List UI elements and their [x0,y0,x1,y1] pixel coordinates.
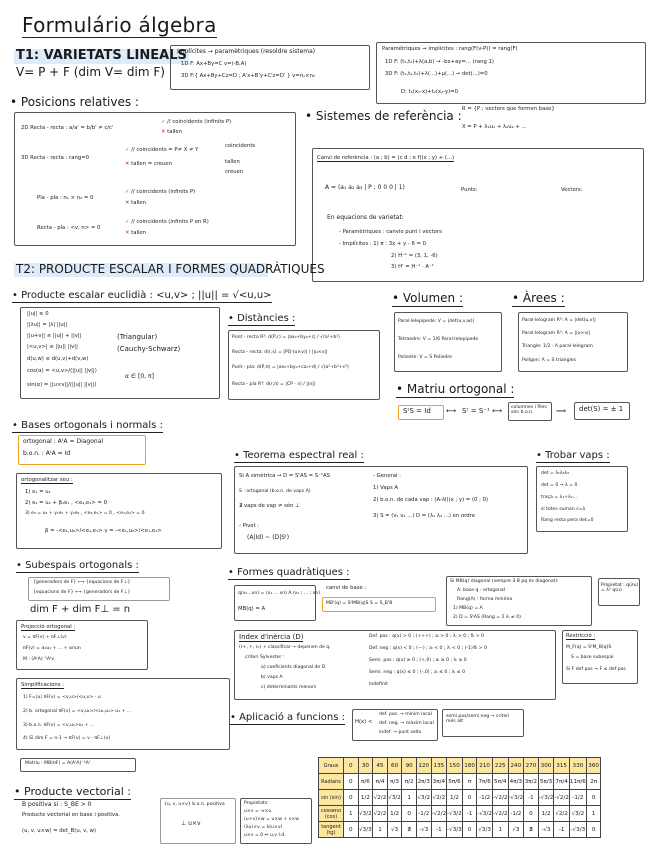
trig-row-label: Graus [319,758,344,774]
trig-cell: 3π/4 [431,774,447,790]
vaps-box [536,466,628,532]
trig-cell: 150 [447,758,463,774]
trig-cell: 0 [524,806,539,822]
formes-q2: MB(q) = A [238,606,266,612]
trig-cell: -√3/3 [447,822,463,838]
t1-formula: V= P + F (dim V= dim F) [16,65,165,79]
trig-cell: 60 [387,758,402,774]
trig-cell: -√3/3 [569,822,586,838]
matriu-heading: • Matriu ortogonal : [396,383,514,398]
trig-cell: 1 [373,822,388,838]
index-box [234,630,556,700]
distancies-heading: • Distàncies : [228,313,295,326]
trig-cell: 240 [508,758,524,774]
aplicacio-1: def. neg. → màxim local [379,721,434,726]
matriu-eq3: columnes i files són b.o.n. [511,405,547,416]
recta-pla: Recta - pla : <v, n> = 0 [37,225,101,231]
vectorial-r4: (λu)×v = λ(u×v) [244,825,283,830]
vaps-0: det = λ₁λ₂λ₃ [541,471,569,476]
trig-cell: -1 [554,822,570,838]
recta-pla-out-0: // coincidents (infinits P en R) [131,219,209,225]
subespais-r1: {generadors de F} ⟷ {equacions de F⊥} [33,580,131,585]
trig-cell: 3π/2 [524,774,539,790]
sistemes-def-2: X = P + λ₁u₁ + λ₂u₂ + ... [462,124,527,130]
vaps-4: Rang resta pera det=0 [541,518,594,523]
eq-param: - Paramètriques : canvio punt i vectors [339,229,442,235]
vectorial-right-box [240,798,312,844]
trig-cell: π [462,774,477,790]
trig-cell: π/3 [387,774,402,790]
proj-3: M : (AᵗA)⁻¹Aᵗv [23,657,55,662]
implicit-box [170,45,370,90]
trig-cell: 5π/6 [447,774,463,790]
posicions-heading: • Posicions relatives : [10,96,139,110]
rr3d-out-3: tallen [225,159,240,165]
t2-heading: T2: PRODUCTE ESCALAR I FORMES QUADRÀTIQUES [16,262,325,276]
trig-cell: 1/2 [387,806,402,822]
trig-cell: 180 [462,758,477,774]
trig-cell: 360 [586,758,601,774]
trig-cell: 0 [344,822,359,838]
implicit-title: Implícites → paramètriques (resoldre sistema) [177,48,316,55]
trig-cell: 1/2 [358,790,373,806]
subespais-dim: dim F + dim F⊥ = n [30,604,131,615]
prop-4: d(u,w) ≤ d(u,v)+d(v,w) [27,356,89,362]
recta-pla-out-1: tallen [131,230,147,236]
trig-cell: 0 [586,790,601,806]
trig-cell: 90 [402,758,417,774]
trig-cell: ∄ [402,822,417,838]
proj-matrix-box [20,758,136,772]
trig-cell: -√3/2 [447,806,463,822]
trig-cell: -√3/2 [508,790,524,806]
distancies-box [228,330,380,400]
trig-cell: π/2 [402,774,417,790]
cls-0: Def. pos : q(x) > 0 ; (+++) ; aᵢ > 0 ; λᵢ > 0 ; δᵢ > 0 [369,634,484,639]
recta-recta-2d-parallel: // coincidents (infinits P) [167,119,232,125]
restriccio-2: S = base subespai [571,655,614,660]
trig-cell: -√3 [416,822,431,838]
aplicacio-side: semi pos/semi neg → criteri més alt [446,714,510,725]
trig-cell: 5π/4 [492,774,508,790]
teorema-l1: Si A simètrica → D = SᵗAS = S⁻¹AS [239,473,331,479]
subespais-rel-box [28,577,170,601]
area-2: Triangle: 1/2 · A paral·lelogram [522,344,593,349]
arees-box [518,312,628,372]
trig-cell: 1 [344,806,359,822]
recta-recta-3d: 3D Recta - recta : rang=0 [21,155,90,161]
trig-row-label: cosseno (cos) [319,806,344,822]
dist-3: Recta - pla R³: d(r,π) = |CP · n| / ||n|| [232,382,316,387]
vol-1: Tetraedre: V = 1/6 Paral·lelepípede [398,337,479,342]
teorema-l4: - Pivot : [239,523,260,529]
diag-3: Rang(A) : forma mínima [457,597,513,602]
diag-2: A: base q - ortogonal [457,588,506,593]
teorema-g-title: - General : [373,473,401,479]
teorema-g3: 3) S = (v₁ v₂ ...) D = (λ₁ λ₂ ...) en ordre [373,513,475,519]
trig-row-label: Radians [319,774,344,790]
proj-title: Projecció ortogonal : [21,624,76,630]
trig-cell: -√2/2 [554,790,570,806]
trig-cell: √2/2 [373,806,388,822]
proj-matrix: Matriu : MB(πF) = A(AᵗA)⁻¹Aᵗ [25,761,91,766]
trig-cell: -1/2 [508,806,524,822]
cauchy-label: (Cauchy-Schwarz) [117,345,181,353]
vectorial-r1: Propietats: [244,801,269,806]
aplicacio-heading: • Aplicació a funcions : [230,712,345,725]
trig-cell: √3/2 [387,790,402,806]
area-0: Paral·lelogram R²: A = |det(u,v)| [522,318,596,323]
eq-impl: - Implícites : 1) π : 3x + y - 6 = 0 [339,241,426,247]
vaps-1: det = 0 → λ = 0 [541,483,578,488]
proj-1: v = πF(v) + πF⊥(v) [23,635,67,640]
teorema-l2: S : ortogonal (b.o.n. de vaps A) [239,489,311,494]
bases-ortog-box [18,435,146,465]
canvi-base: MB'(q) = SᵗMB(q)S S = S_B'B [326,601,393,606]
recta-recta-2d-tallen: tallen [167,129,183,135]
aplicacio-box [352,709,438,741]
eq-2: 2) H⁻¹ = (3, 1, -6) [391,253,438,259]
trig-cell: 1 [402,790,417,806]
pla-pla-out-0: // coincidents (infinits P) [131,189,196,195]
cls-3: Semi. neg : q(x) ≤ 0 ; (-,0) ; aᵢ ≤ 0 ; λᵢ ≤ 0 [369,670,466,675]
trig-cell: √3/3 [358,822,373,838]
triang-label: (Triangular) [117,333,158,341]
trig-row-cos [319,806,601,822]
simp-title: Simplificacions : [21,682,65,688]
trig-cell: √3 [387,822,402,838]
trig-cell: 120 [416,758,431,774]
dist-1: Recta - recta: d(r,s) = |PQ·(u×v)| / ||u×v|| [232,350,328,355]
trig-cell: -√2/2 [492,790,508,806]
trig-cell: 4π/3 [508,774,524,790]
matriu-eq1: SᵗS = Id [403,407,431,415]
vectorial-mid-2: ⊥ u×v [181,820,201,827]
trig-cell: 270 [524,758,539,774]
trig-cell: -1/2 [477,790,493,806]
diag-5: 2) D = SᵗAS (Rang = Σ λᵢ ≠ 0) [453,615,521,620]
sistemes-box [312,148,644,282]
trig-cell: -√2/2 [431,806,447,822]
simp-2: 2) b. ortogonal πF(v) = <v,u₁>/<u₁,u₁> u₁ + ... [23,709,132,714]
vectorial-r5: u×v = 0 ⇔ u,v l.d. [244,833,286,838]
diag-1: Si MB(q) diagonal (sempre ∃ B pq és diagonal): [450,579,559,584]
canvi-base-title: canvi de base : [326,585,367,591]
trig-row-label: tangent (tg) [319,822,344,838]
rr3d-out-1: coincidents [225,143,256,149]
trig-row-graus [319,758,601,774]
prop-2: ||u+v|| ≤ ||u|| + ||v|| [27,333,82,339]
trig-cell: -√3 [538,822,554,838]
posicions-box: 2D Recta - recta : a/a' = b/b' ≠ c/c' ✓ // coincidents (infinits P) ✕ tallen 3D Recta - recta : rang=0 ✓ // coincidents = P≠ X ≠ Y ✕ tallen = creuen coincidents tallen creuen Pla - pla : n₁ × n₂ = 0 ✓ // coincidents (infinits P) ✕ tallen Recta - pla : <v, n> = 0 ✓ // coincidents (infinits P en R) ✕ tallen [14,112,296,246]
punts-label: Punts: [461,187,478,193]
teorema-g1: 1) Vaps A [373,485,399,491]
aplicacio-side-box [442,709,524,737]
trig-cell: π/4 [373,774,388,790]
angle-range: α ∈ [0, π] [125,373,154,380]
trig-cell: 135 [431,758,447,774]
bases-bon: b.o.n. : AᵗA = Id [23,450,71,457]
page-title: Formulário álgebra [22,13,217,37]
trig-cell: 330 [569,758,586,774]
matriu-eq1-box [398,405,444,420]
trig-row-radians [319,774,601,790]
rr3d-out-4: creuen [225,169,244,175]
vectorial-mid-box [160,798,236,844]
matriu-eq2: Sᵗ = S⁻¹ [462,407,490,415]
sistemes-def-1: R = {P ; vectors que formen base} [462,106,555,112]
vectorial-mid-1: {u, v, u×v} b.o.n. positiva [164,802,225,807]
subespais-r2: {equacions de F} ⟷ {generadors de F⊥} [33,590,131,595]
area-1: Paral·lelogram R³: A = ||u×v|| [522,331,591,336]
trig-cell: -1 [431,822,447,838]
ref-matrix: A = (a₁ a₂ a₃ | P ; 0 0 0 | 1) [325,184,405,191]
subespais-heading: • Subespais ortogonals : [16,560,139,573]
trig-cell: 0 [402,806,417,822]
vectorial-r3: (u+v)×w = u×w + v×w [244,817,300,822]
prop-3: |<u,v>| ≤ ||u|| ||v|| [27,344,78,350]
restriccio: M_F(q) = SᵗM_B(q)S [566,645,612,650]
gs-1: 1) e₁ = u₁ [25,489,51,495]
dist-2: Punt - pla: d(P,π) = |ax₀+by₀+cz₀+d| / √(a²+b²+c²) [232,365,349,370]
trig-cell: √2/2 [431,790,447,806]
arrow-2: ⟷ [492,407,503,415]
formes-q1: q(x₁...xn) = (x₁ ... xn) A (x₁ ; ... ; xn) [238,591,321,596]
trig-cell: -1 [462,806,477,822]
vol-0: Paral·lelepípede: V = |det(u,v,w)| [398,319,475,324]
aplicacio-h: H(x) < [355,719,373,725]
prop-1: ||λu|| = |λ| ||u|| [27,322,68,328]
pla-pla: Pla - pla : n₁ × n₂ = 0 [37,195,94,201]
bases-heading: • Bases ortogonals i normals : [12,420,163,433]
restriccio-title: Restricció : [566,633,596,639]
proj-box [16,620,148,670]
trig-cell: √2/2 [373,790,388,806]
vectors-label: Vectors: [561,187,583,193]
restriccio-box [562,630,638,684]
trig-cell: 30 [358,758,373,774]
diag-box [446,576,592,626]
trig-cell: ∄ [524,822,539,838]
index-title: Index d'inèrcia (D) [239,633,304,641]
vectorial-l2: Producte vectorial en base i positiva. [22,812,120,818]
param-title: Paramètriques → implícites : rang(F(v-P)) = rang(F) [382,46,518,52]
rr3d-out-0: // coincidents = P≠ X ≠ Y [131,147,199,153]
trig-cell: 315 [554,758,570,774]
vectorial-heading: • Producte vectorial : [14,786,131,800]
restriccio-3: Si F def pos → F ≤ def pos [566,667,626,672]
implicit-1d: 1D F: Ax+By=C v=(-B,A) [181,61,247,67]
producte-heading: • Producte escalar euclidià : <u,v> ; ||u|| = √<u,u> [12,290,272,303]
simp-3: 3) b.o.n. πF(v) = <v,u₁>u₁ + ... [23,723,95,728]
cls-4: Indefinit [369,682,388,687]
trig-cell: √3/2 [416,790,431,806]
trig-cell: 7π/6 [477,774,493,790]
trig-cell: 210 [477,758,493,774]
arrow-3: ⟹ [556,407,567,415]
canvi-base-box [322,597,436,612]
arrow-1: ⟷ [446,407,457,415]
teorema-l3: ∄ vaps de vap ≠ són ⊥ [239,503,300,509]
arees-heading: • Àrees : [512,292,565,307]
vectorial-r2: u×v = -v×u [244,809,272,814]
param-1d: 1D F: (t₁,t₂)+λ(a,b) → -bx+ay=... (rang 1) [385,59,494,65]
sylv-1: a) coeficients diagonal de D [261,665,326,670]
param-d: D: t₁(x₁-x)+t₂(x₂-y)=0 [401,89,458,95]
trig-cell: 2π/3 [416,774,431,790]
vaps-3: si totes suman c=λ [541,507,586,512]
trig-cell: 0 [344,774,359,790]
eq-3: 3) H' = H⁻¹ · A⁻¹ [391,264,434,270]
sistemes-heading: • Sistemes de referència : [305,110,462,124]
trig-table [318,757,601,838]
prop-5: cos(α) = <u,v>/(||u|| ||v||) [27,368,97,374]
sylv-2: b) vaps A [261,675,283,680]
trig-cell: √3 [508,822,524,838]
teorema-box [234,466,528,554]
index-sub: (r+, r-, r₀) + classificar → depenen de q. [239,645,331,650]
trig-cell: √2/2 [554,806,570,822]
recta-recta-2d: 2D Recta - recta : a/a' = b/b' ≠ c/c' [21,125,114,131]
canvi-ref: Canvi de referència : (a ; b) = (c d ; e f)(x ; y) + (...) [317,155,455,161]
sylv-3: c) determinants menors [261,685,317,690]
trig-cell: 0 [344,758,359,774]
trig-cell: √3/3 [477,822,493,838]
trig-cell: 0 [462,790,477,806]
prop-box [598,578,640,606]
t1-heading: T1: VARIETATS LINEALS [16,48,187,63]
cls-1: Def. neg : q(x) < 0 ; (---) ; aᵢ < 0 ; λᵢ < 0 ; (-1)ⁱδᵢ > 0 [369,646,487,651]
trig-cell: 0 [462,822,477,838]
gs-2: 2) e₂ = u₂ + β₁e₁ , <e₂,e₁> = 0 [25,500,108,506]
trig-cell: 225 [492,758,508,774]
cls-2: Semi. pos : q(x) ≥ 0 ; (+,0) ; aᵢ ≥ 0 ; λᵢ ≥ 0 [369,658,467,663]
prop-0: ||u|| ≥ 0 [27,311,49,317]
trig-cell: -1/2 [569,790,586,806]
bases-ortog: ortogonal : AᵗA = Diagonal [23,438,104,445]
aplicacio-2: indef. → punt sella [379,730,422,735]
trig-cell: 45 [373,758,388,774]
trig-row-sin [319,790,601,806]
formes-heading: • Formes quadràtiques : [228,567,350,580]
vaps-heading: • Trobar vaps : [536,450,610,463]
formes-prop: Propietat : q(λu) = λ² q(u) [601,583,639,594]
eq-title: En equacions de varietat: [327,214,404,221]
proj-2: πF(v) = α₁u₁ + ... + αnun [23,646,81,651]
trig-cell: 7π/4 [554,774,570,790]
volumen-box [394,312,502,372]
vol-2: Poliedre: V = S Poliedre [398,355,452,360]
gs-box [16,473,222,549]
sylv-title: criteri Sylvester : [245,655,285,660]
volumen-heading: • Volumen : [392,292,463,307]
trig-cell: -√3/2 [477,806,493,822]
trig-cell: -√3/2 [538,790,554,806]
vectorial-l3: (u, v, u×w) = det_B(u, v, w) [22,828,96,834]
trig-cell: -1 [524,790,539,806]
trig-row-label: sin (sin) [319,790,344,806]
trig-cell: 300 [538,758,554,774]
teorema-l5: (A|Id) ~ (D|Sᵗ) [247,534,290,541]
trig-cell: 1/2 [538,806,554,822]
trig-cell: 11π/6 [569,774,586,790]
gs-4: β = -<e₁,u₂>/<e₁,e₁> γ = -<e₁,u₃>/<e₁,e₁> [45,528,162,534]
rr3d-out-2: tallen = creuen [131,161,173,167]
trig-cell: 5π/3 [538,774,554,790]
matriu-eq3-box [508,402,552,421]
dist-0: Punt - recta R²: d(P,r) = |ax₀+by₀+c| / √(a²+b²) [232,335,340,340]
aplicacio-0: def. pos. → mínim local [379,712,432,717]
matriu-eq4: det(S) = ± 1 [579,405,624,413]
implicit-3d: 3D F:{ Ax+By+Cz=D ; A'x+B'y+C'z=D' } v=n₁×n₂ [181,73,316,79]
param-box [376,42,646,104]
teorema-g2: 2) b.o.n. de cada vap : (A-λI)(x ; y) = (0 ; 0) [373,497,489,503]
trig-cell: 1/2 [447,790,463,806]
trig-cell: 1 [586,806,601,822]
trig-cell: 0 [586,822,601,838]
producte-box [20,307,220,399]
vectorial-l1: B positiva si : S_BE > 0 [22,801,92,808]
teorema-heading: • Teorema espectral real : [234,450,364,463]
trig-cell: π/6 [358,774,373,790]
param-3d: 3D F: (t₁,t₂,t₃)+λ(...)+μ(...) → det(...)=0 [385,71,488,77]
trig-row-tg [319,822,601,838]
simp-box [16,678,230,750]
area-3: Polígon: A = S triangles [522,358,577,363]
gs-3: 3) e₃ = u₃ + γ₁e₁ + γ₂e₂ , <e₃,e₁> = 0 , <e₃,e₂> = 0 [25,511,145,516]
trig-cell: 2π [586,774,601,790]
matriu-eq4-box [574,402,630,420]
trig-cell: √3/2 [569,806,586,822]
simp-4: 4) Si dim F = n-1 → πF(v) = v - πF⊥(v) [23,736,111,741]
trig-cell: √3/2 [358,806,373,822]
formes-q-box [234,585,321,621]
pla-pla-out-1: tallen [131,200,147,206]
simp-1: 1) F=⟨u⟩ πF(v) = <v,u>/<u,u> · u [23,695,101,700]
trig-cell: -√2/2 [492,806,508,822]
diag-4: 1) MB(q) = A [453,606,483,611]
trig-cell: 0 [344,790,359,806]
trig-cell: -1/2 [416,806,431,822]
prop-6: sin(α) = ||u×v||/(||u|| ||v||) [27,382,97,388]
gs-title: ortogonalitzar seu : [21,477,73,483]
vaps-2: traça = λ₁+λ₂... [541,495,577,500]
trig-cell: 1 [492,822,508,838]
